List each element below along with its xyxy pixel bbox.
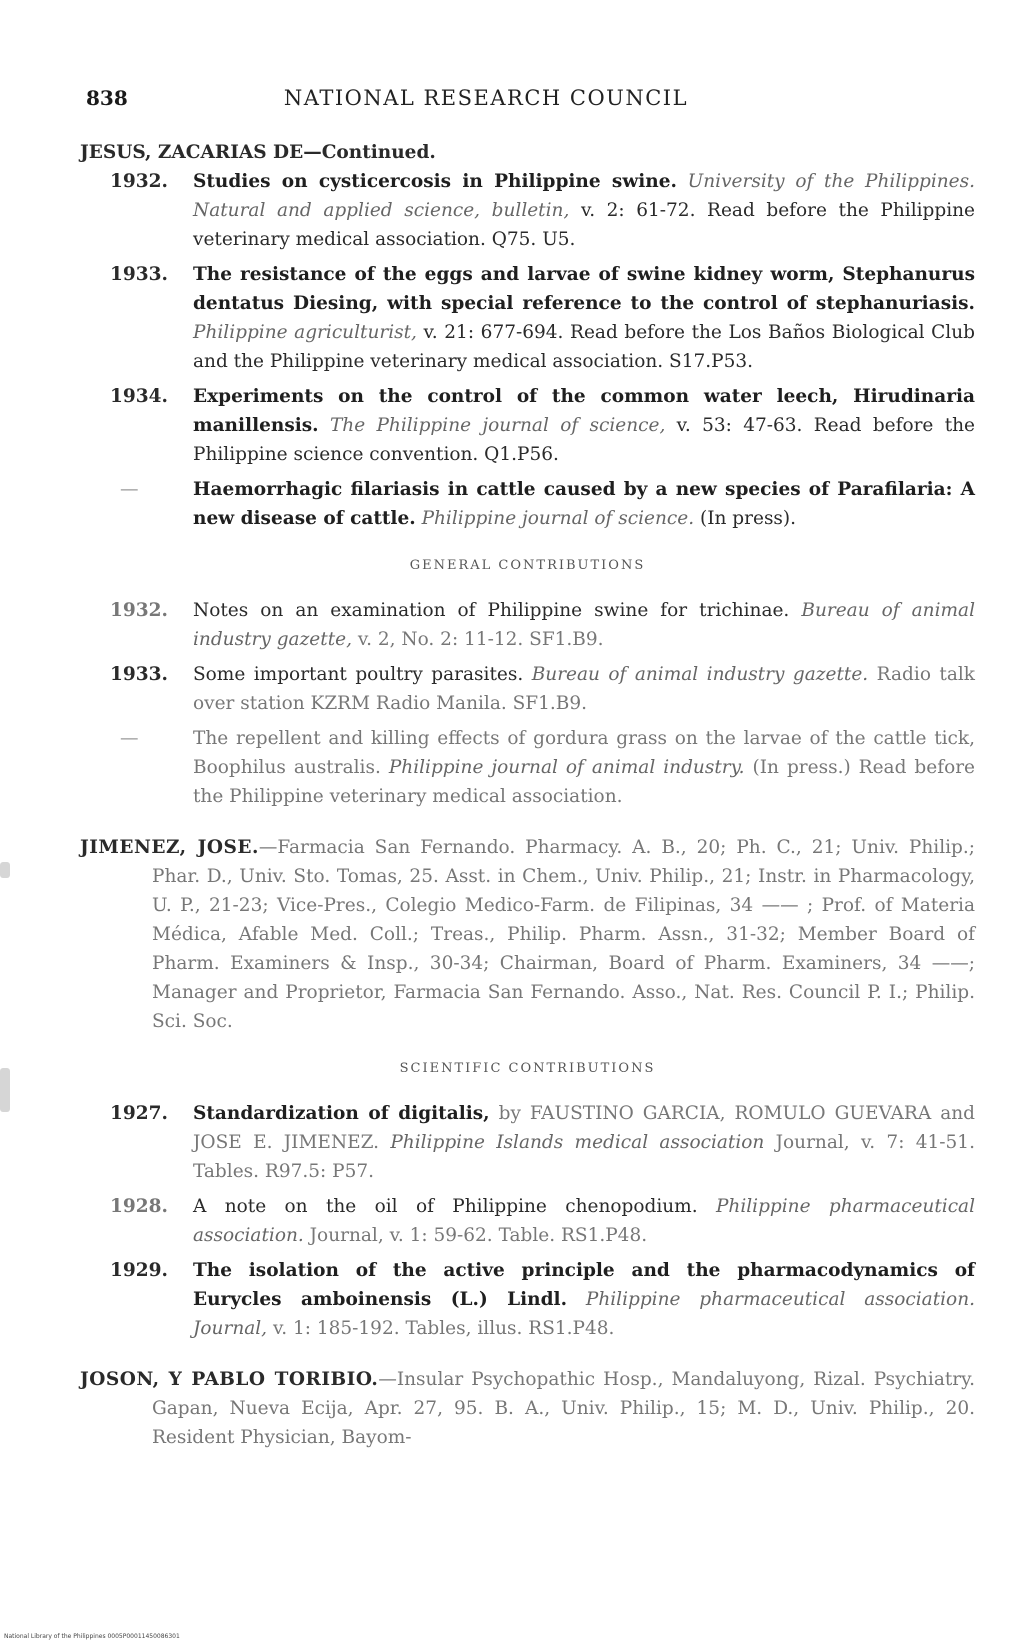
publication-entry bbox=[80, 596, 975, 654]
publication-entry bbox=[80, 382, 975, 469]
page-number: 838 bbox=[86, 86, 128, 110]
publication-entry bbox=[80, 260, 975, 376]
entry-year: 1928. bbox=[110, 1196, 168, 1217]
entry-details: v. 21: 677-694. Read before the Los Baños Biological Club and the Philippine veterinary medical association. S17.P53. bbox=[193, 322, 975, 372]
scan-mark bbox=[0, 862, 10, 878]
entry-title: The isolation of the active principle and the pharmacodynamics of Eurycles amboinensis (L.) Lindl. bbox=[193, 1260, 975, 1310]
entry-title: Notes on an examination of Philippine swine for trichinae. bbox=[193, 600, 790, 621]
author-bio: —Insular Psychopathic Hosp., Mandaluyong, Rizal. Psychiatry. Gapan, Nueva Ecija, Apr. 27, 95. B. A., Univ. Philip., 15; M. D., Univ. Philip., 20. Resident Physician, Bayom- bbox=[152, 1369, 976, 1448]
entry-publication: Philippine journal of animal industry. bbox=[388, 757, 745, 778]
entry-title: The repellent and killing effects of gordura grass on the larvae of the cattle tick, Boophilus australis. bbox=[193, 728, 975, 778]
entry-publication: Philippine journal of science. bbox=[421, 508, 695, 529]
entry-title: Standardization of digitalis, bbox=[193, 1103, 490, 1124]
publication-entry bbox=[80, 1099, 975, 1186]
author-heading: JESUS, ZACARIAS DE—Continued. bbox=[80, 142, 436, 163]
author-entry bbox=[80, 833, 975, 1036]
entry-publication: Bureau of animal industry gazette. bbox=[531, 664, 869, 685]
author-bio: —Farmacia San Fernando. Pharmacy. A. B., 20; Ph. C., 21; Univ. Philip.; Phar. D., Univ. Sto. Tomas, 25. Asst. in Chem., Univ. Philip., 21; Instr. in Pharmacology, U. P., 21-23; Vice-Pres., Colegio Medico-Farm. de Filipinas, 34 —— ; Prof. of Materia Médica, Afable Med. Coll.; Treas., Philip. Pharm. Assn., 31-32; Member Board of Pharm. Examiners & Insp., 30-34; Chairman, Board of Pharm. Examiners, 34 ——; Manager and Proprietor, Farmacia San Fernando. Asso., Nat. Res. Council P. I.; Philip. Sci. Soc. bbox=[152, 837, 976, 1032]
publication-entry bbox=[80, 167, 975, 254]
entry-year: — bbox=[120, 728, 139, 749]
entry-details: (In press). bbox=[699, 508, 797, 529]
entry-year: 1932. bbox=[110, 171, 168, 192]
spacer bbox=[80, 817, 975, 833]
entry-details: Radio talk over station KZRM Radio Manila. SF1.B9. bbox=[193, 664, 976, 714]
publication-entry bbox=[80, 1256, 975, 1343]
entry-publication: Bureau of animal industry gazette, bbox=[193, 600, 975, 650]
author-entry bbox=[80, 1365, 975, 1452]
publication-list bbox=[80, 1099, 975, 1343]
entry-year: 1927. bbox=[110, 1103, 168, 1124]
entry-publication: Philippine Islands medical association bbox=[390, 1132, 765, 1153]
entry-details: v. 2, No. 2: 11-12. SF1.B9. bbox=[357, 629, 604, 650]
entry-authors: by FAUSTINO GARCIA, ROMULO GUEVARA and JOSE E. JIMENEZ. bbox=[193, 1103, 975, 1153]
entry-details: Journal, v. 7: 41-51. Tables. R97.5: P57. bbox=[193, 1132, 975, 1182]
entry-details: v. 2: 61-72. Read before the Philippine veterinary medical association. Q75. U5. bbox=[193, 200, 975, 250]
section-heading: GENERAL CONTRIBUTIONS bbox=[409, 558, 646, 573]
publication-list bbox=[80, 167, 975, 533]
entry-title: Experiments on the control of the common water leech, Hirudinaria manillensis. bbox=[193, 386, 975, 436]
page-content bbox=[80, 138, 975, 1452]
running-title: NATIONAL RESEARCH COUNCIL bbox=[283, 86, 689, 110]
entry-year: 1932. bbox=[110, 600, 168, 621]
publication-entry bbox=[80, 1192, 975, 1250]
entry-title: The resistance of the eggs and larvae of swine kidney worm, Stephanurus dentatus Diesing, with special reference to the control of stephanuriasis. bbox=[193, 264, 975, 314]
publication-list bbox=[80, 596, 975, 811]
entry-title: Studies on cysticercosis in Philippine swine. bbox=[193, 171, 677, 192]
author-name: JOSON, Y PABLO TORIBIO. bbox=[80, 1369, 379, 1390]
entry-details: v. 53: 47-63. Read before the Philippine science convention. Q1.P56. bbox=[193, 415, 975, 465]
scan-footer: National Library of the Philippines 0005P00011450086301 bbox=[4, 1633, 180, 1640]
entry-year: — bbox=[120, 479, 139, 500]
author-name: JIMENEZ, JOSE. bbox=[80, 837, 259, 858]
entry-title: Haemorrhagic filariasis in cattle caused by a new species of Parafilaria: A new disease of cattle. bbox=[193, 479, 975, 529]
scan-mark bbox=[0, 1068, 10, 1112]
publication-entry bbox=[80, 475, 975, 533]
entry-publication: Philippine agriculturist, bbox=[193, 322, 417, 343]
entry-year: 1929. bbox=[110, 1260, 168, 1281]
spacer bbox=[80, 1349, 975, 1365]
entry-details: v. 1: 185-192. Tables, illus. RS1.P48. bbox=[272, 1318, 615, 1339]
publication-entry bbox=[80, 660, 975, 718]
publication-entry bbox=[80, 724, 975, 811]
entry-details: (In press.) Read before the Philippine veterinary medical association. bbox=[193, 757, 975, 807]
entry-year: 1934. bbox=[110, 386, 168, 407]
entry-title: Some important poultry parasites. bbox=[193, 664, 524, 685]
entry-publication: Philippine pharmaceutical association. bbox=[193, 1196, 975, 1246]
entry-year: 1933. bbox=[110, 264, 168, 285]
entry-publication: The Philippine journal of science, bbox=[329, 415, 666, 436]
entry-details: Journal, v. 1: 59-62. Table. RS1.P48. bbox=[309, 1225, 648, 1246]
section-heading: SCIENTIFIC CONTRIBUTIONS bbox=[399, 1061, 656, 1076]
entry-year: 1933. bbox=[110, 664, 168, 685]
entry-publication: University of the Philippines. Natural and applied science, bulletin, bbox=[193, 171, 975, 221]
entry-title: A note on the oil of Philippine chenopodium. bbox=[193, 1196, 698, 1217]
entry-publication: Philippine pharmaceutical association. Journal, bbox=[193, 1289, 975, 1339]
page-header bbox=[86, 86, 966, 116]
